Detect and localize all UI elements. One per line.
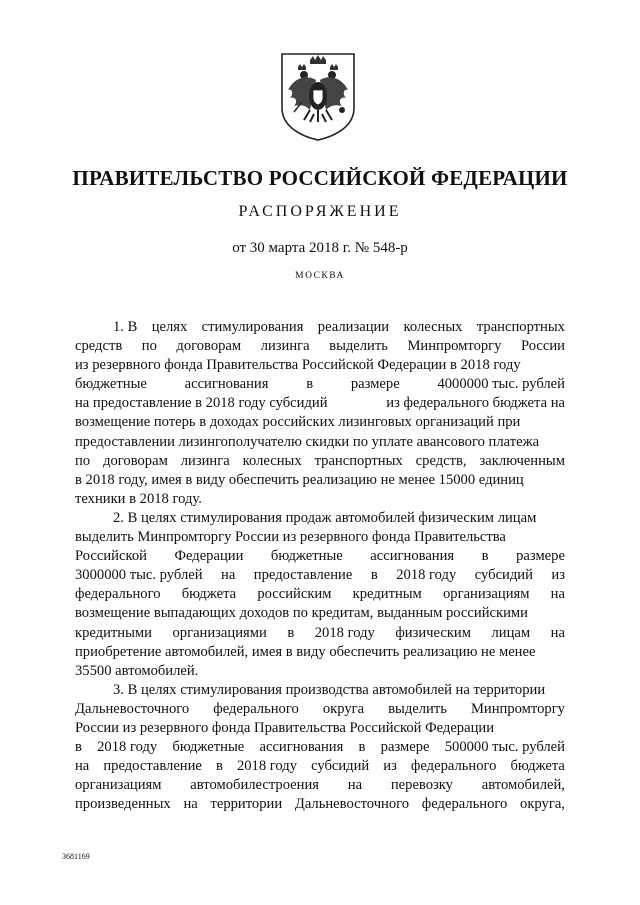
- body-word: предоставлении лизингополучателю скидки по уплате авансового платежа: [75, 433, 540, 450]
- body-word: из: [383, 758, 397, 775]
- body-word: колесных: [403, 319, 463, 335]
- body-line: [75, 624, 565, 643]
- body-word: договорам: [103, 452, 168, 469]
- body-word: ассигнования: [259, 739, 344, 756]
- body-line: [75, 356, 565, 375]
- body-word: федерального: [75, 586, 161, 603]
- body-word: организациям: [442, 586, 530, 603]
- body-word: кредитным: [352, 586, 422, 603]
- body-word: Дальневосточного: [294, 796, 410, 813]
- body-word: федерального: [421, 796, 508, 813]
- body-word: из резервного фонда Правительства Российской Федерации в 2018 году: [75, 357, 521, 374]
- document-date-number: от 30 марта 2018 г. № 548-р: [232, 240, 408, 256]
- body-word: России из резервного фонда Правительства Российской Федерации: [75, 719, 495, 736]
- body-word: в: [370, 567, 378, 584]
- body-word: лизинга: [260, 338, 310, 355]
- body-word: организациям: [75, 777, 162, 794]
- body-line: [75, 585, 565, 604]
- footer-code: 3681169: [62, 852, 90, 861]
- body-line: [75, 394, 565, 413]
- body-word: федерального: [213, 700, 299, 717]
- body-word: на: [183, 796, 198, 813]
- body-word: ассигнования: [370, 548, 455, 565]
- body-word: договорам: [176, 338, 242, 355]
- body-word: транспортных: [476, 319, 565, 335]
- body-line: [75, 643, 565, 662]
- body-word: средств,: [415, 452, 467, 469]
- body-word: на: [550, 586, 565, 603]
- city: МОСКВА: [295, 271, 345, 281]
- body-word: ассигнования: [184, 376, 269, 393]
- body-word: на: [221, 567, 236, 584]
- body-word: в: [358, 739, 366, 756]
- body-word: бюджетные: [75, 376, 147, 393]
- body-word: по: [75, 452, 91, 469]
- body-word: перевозку: [390, 777, 453, 794]
- body-word: транспортных: [314, 452, 403, 469]
- body-line: [75, 700, 565, 719]
- body-word: 3. В целях стимулирования производства автомобилей на территории: [113, 681, 546, 698]
- body-word: бюджета: [181, 586, 237, 603]
- body-word: территории: [210, 796, 283, 813]
- body-word: округа,: [520, 796, 565, 813]
- body-word: организациями: [172, 624, 267, 641]
- body-word: колесных: [242, 452, 302, 469]
- body-line: [75, 757, 565, 776]
- body-word: в 2018 году, имея в виду обеспечить реализацию не менее 15000 единиц: [75, 471, 524, 488]
- body-word: 3000000 тыс. рублей: [75, 567, 203, 584]
- body-word: средств: [75, 338, 123, 355]
- body-word: предоставление: [103, 758, 202, 775]
- body-word: 2018 году: [236, 758, 297, 775]
- body-line: [75, 604, 565, 623]
- body-word: произведенных: [75, 796, 171, 813]
- body-word: бюджета: [510, 758, 565, 775]
- government-title: ПРАВИТЕЛЬСТВО РОССИЙСКОЙ ФЕДЕРАЦИИ: [72, 166, 568, 190]
- body-word: размере: [516, 548, 565, 565]
- body-word: округа: [322, 700, 365, 717]
- body-line: [75, 433, 565, 452]
- body-word: из федерального бюджета на: [386, 395, 565, 412]
- body-word: приобретение автомобилей, имея в виду обеспечить реализацию не менее: [75, 643, 536, 660]
- body-word: 35500 автомобилей.: [75, 662, 199, 679]
- body-word: из: [551, 567, 565, 584]
- body-word: предоставление: [253, 567, 353, 584]
- body-word: физическим: [395, 624, 471, 641]
- body-line: [75, 528, 565, 547]
- body-word: субсидий: [311, 758, 370, 775]
- document-body: [75, 318, 565, 814]
- body-word: 500000 тыс. рублей: [444, 739, 565, 756]
- body-line: [75, 566, 565, 585]
- body-line: [75, 413, 565, 432]
- body-word: автомобилестроения: [190, 777, 319, 794]
- body-line: [75, 452, 565, 471]
- body-line: [75, 509, 565, 528]
- body-line: [75, 490, 565, 509]
- body-word: в: [75, 739, 82, 756]
- body-word: в: [481, 548, 489, 565]
- body-line: [75, 318, 565, 337]
- body-line: [75, 662, 565, 681]
- body-word: в: [287, 624, 295, 641]
- body-word: 1. В: [113, 319, 138, 335]
- body-word: бюджетные: [270, 548, 343, 565]
- body-line: [75, 547, 565, 566]
- body-word: стимулирования: [201, 319, 304, 335]
- body-word: 4000000 тыс. рублей: [437, 376, 565, 393]
- body-word: в: [306, 376, 314, 393]
- body-word: возмещение выпадающих доходов по кредитам, выданным российскими: [75, 605, 528, 622]
- body-word: 2018 году: [396, 567, 457, 584]
- body-word: размере: [380, 739, 430, 756]
- body-word: на: [550, 624, 565, 641]
- body-word: Дальневосточного: [75, 700, 190, 717]
- body-word: размере: [350, 376, 400, 393]
- body-word: 2018 году: [97, 739, 158, 756]
- body-line: [75, 375, 565, 394]
- body-word: автомобилей,: [481, 777, 565, 794]
- body-word: возмещение потерь в доходах российских лизинговых организаций при: [75, 414, 521, 431]
- body-word: бюджетные: [172, 739, 245, 756]
- body-word: лицам: [491, 624, 531, 641]
- body-line: [75, 795, 565, 814]
- body-word: кредитными: [75, 624, 152, 641]
- body-line: [75, 337, 565, 356]
- body-word: по: [141, 338, 157, 355]
- body-word: лизинга: [180, 452, 230, 469]
- body-line: [75, 719, 565, 738]
- body-word: 2. В целях стимулирования продаж автомобилей физическим лицам: [113, 509, 537, 526]
- body-word: федерального: [410, 758, 497, 775]
- body-word: в: [215, 758, 223, 775]
- body-word: выделить: [388, 700, 447, 717]
- body-word: заключенным: [479, 452, 565, 469]
- body-word: целях: [151, 319, 188, 335]
- body-word: на: [347, 777, 363, 794]
- body-line: [75, 738, 565, 757]
- body-word: субсидий: [474, 567, 533, 584]
- body-word: Российской: [75, 548, 147, 565]
- body-word: реализации: [317, 319, 390, 335]
- body-word: 2018 году: [314, 624, 375, 641]
- body-word: на предоставление в 2018 году субсидий: [75, 395, 328, 412]
- body-word: Федерации: [174, 548, 244, 565]
- body-line: [75, 471, 565, 490]
- body-word: выделить: [329, 338, 388, 355]
- body-word: техники в 2018 году.: [75, 490, 202, 507]
- body-word: Минпромторгу: [407, 338, 502, 355]
- body-word: России: [521, 338, 565, 355]
- body-word: на: [75, 758, 90, 775]
- body-line: [75, 776, 565, 795]
- body-word: российским: [257, 586, 332, 603]
- document-type: РАСПОРЯЖЕНИЕ: [238, 203, 402, 220]
- body-word: Минпромторгу: [470, 700, 565, 717]
- body-line: [75, 681, 565, 700]
- russian-coat-of-arms-icon: [276, 50, 360, 142]
- body-word: выделить Минпромторгу России из резервного фонда Правительства: [75, 529, 506, 546]
